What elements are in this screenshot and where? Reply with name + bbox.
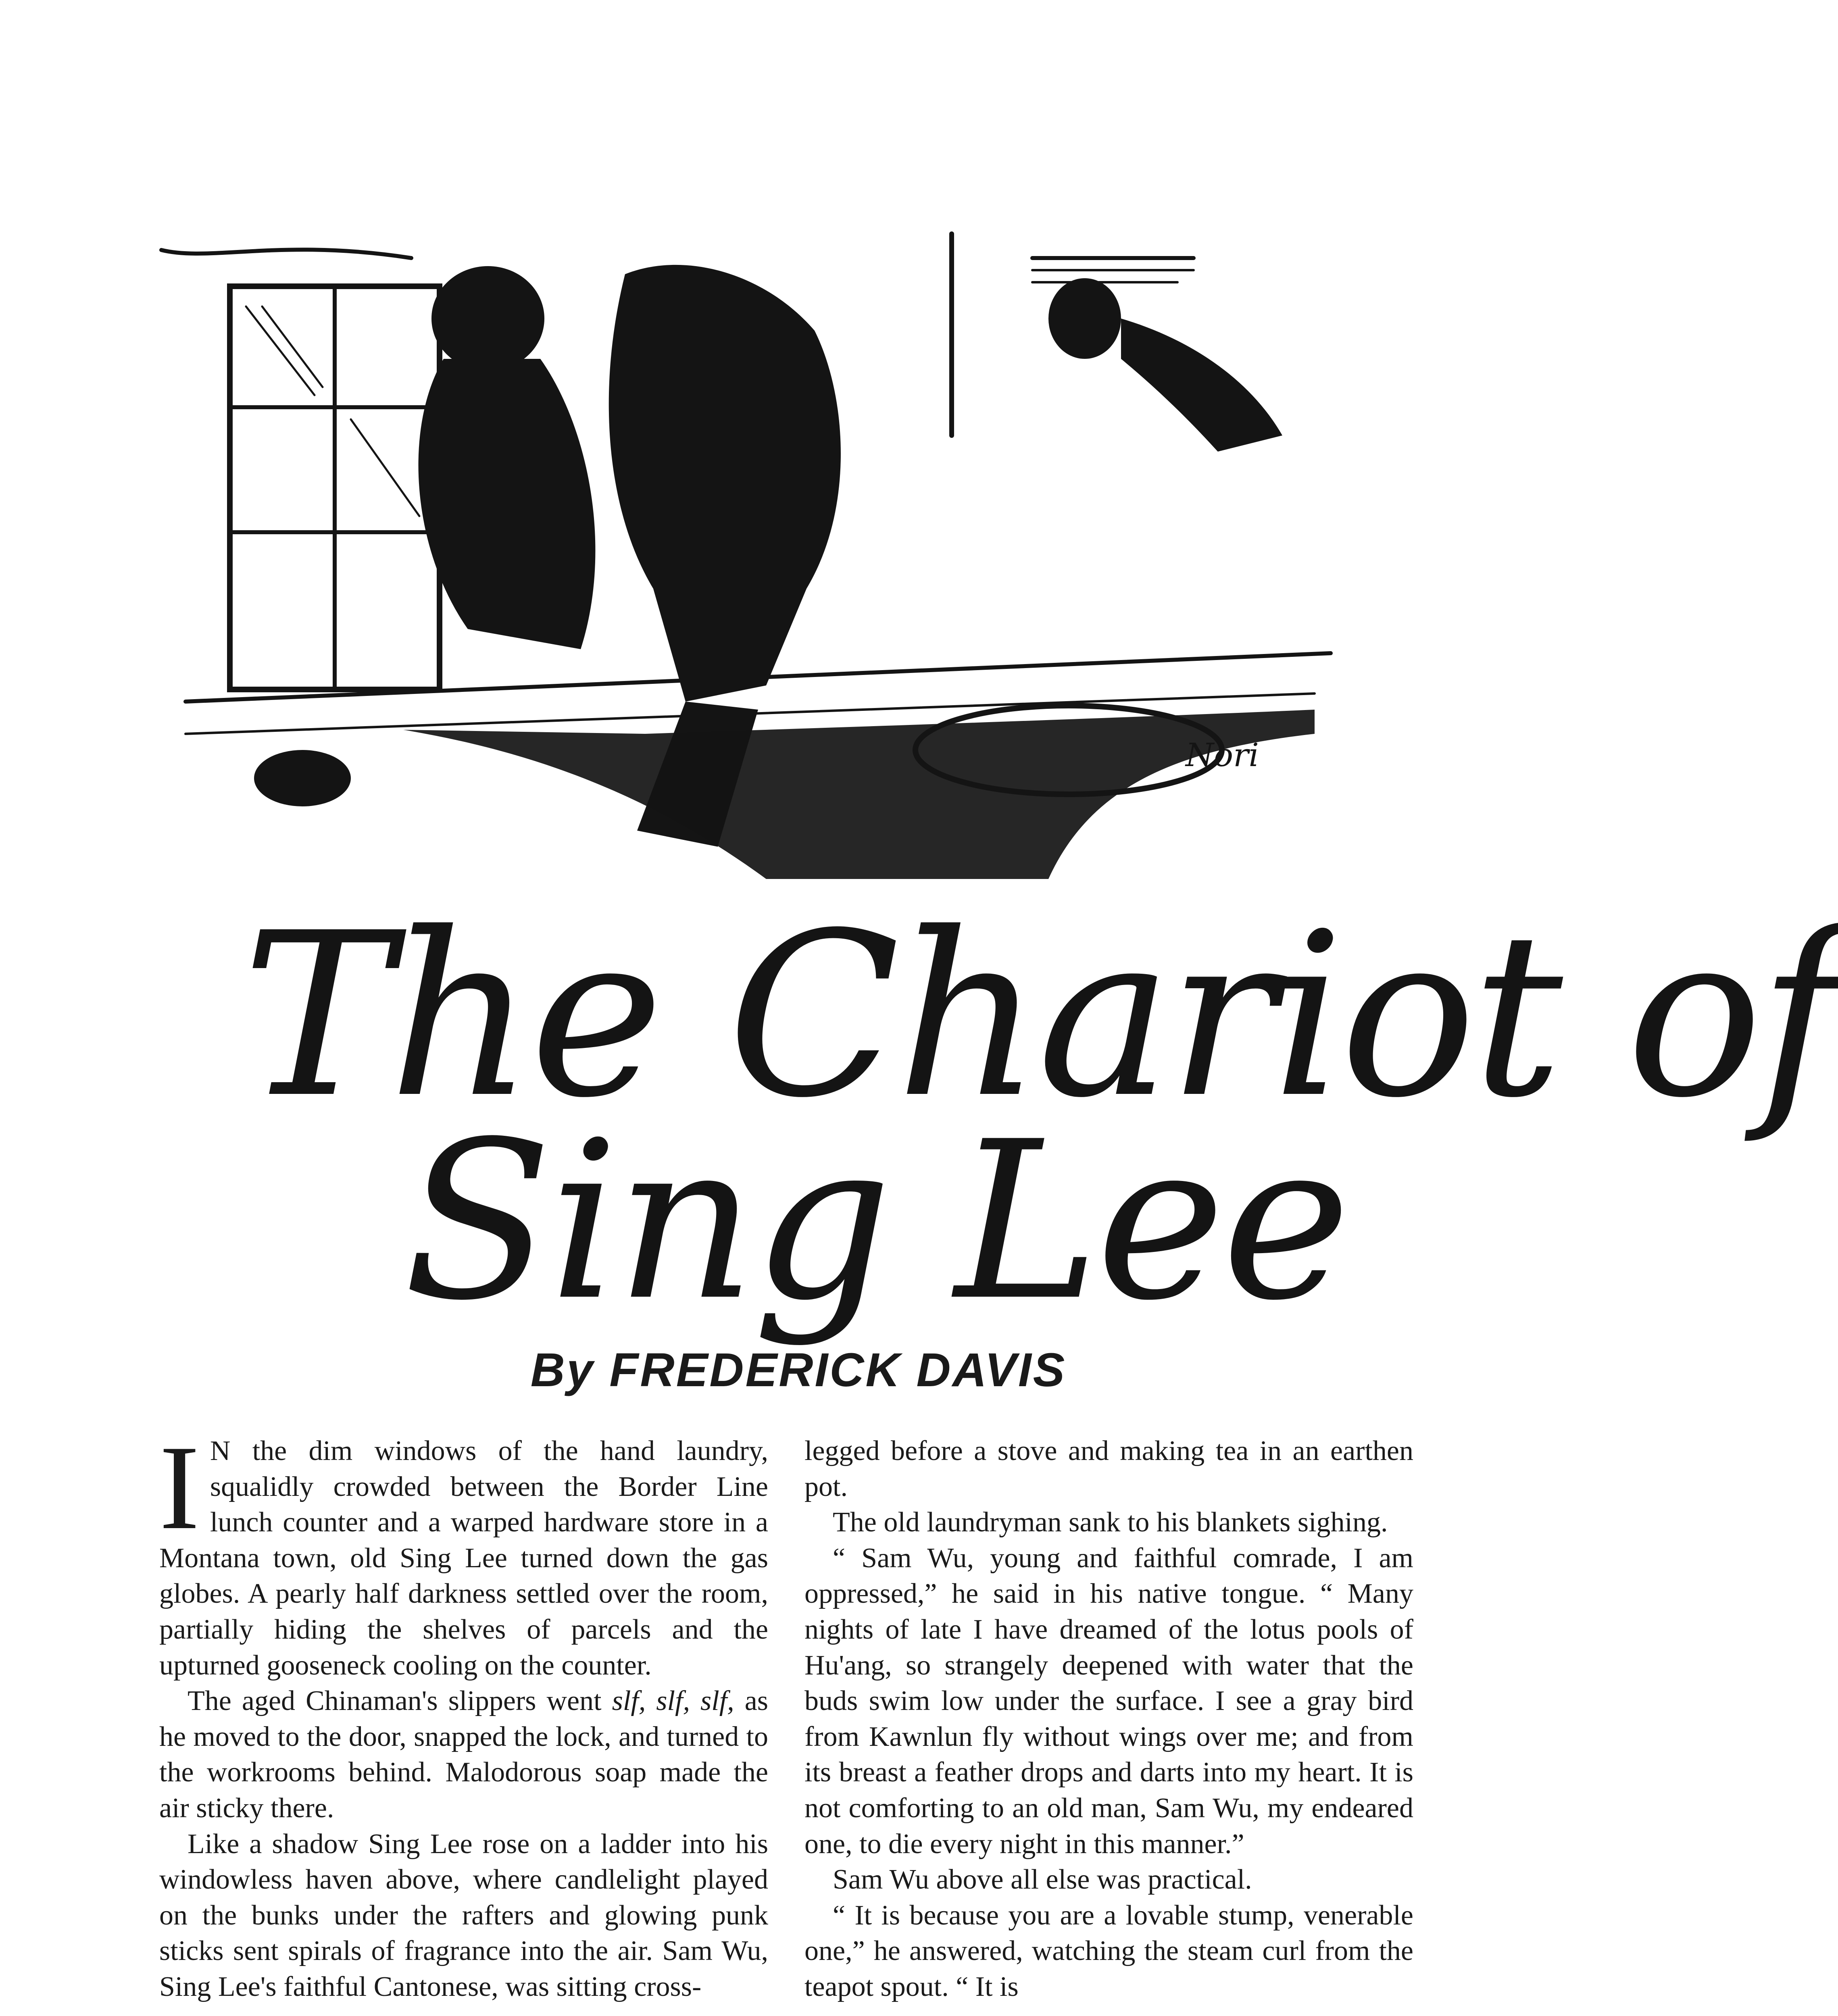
right-figure-head <box>1048 278 1121 359</box>
paragraph: Like a shadow Sing Lee rose on a ladder into his windowless haven above, where candlelight played on the bunks under the rafters and glowing punk sticks sent spirals of fragrance into the air. Sam Wu, Sing Lee's faithful Cantonese, was sitting cross- <box>159 1828 768 2002</box>
header-illustration <box>161 226 1351 879</box>
artist-signature: Nori <box>1186 736 1259 774</box>
story-title <box>226 885 1838 1348</box>
paragraph: “ Sam Wu, young and faithful comrade, I am oppressed,” he said in his native tongue. “ Many nights of late I have dreamed of the lotus pools of Hu'ang, so strangely deepened with water that the buds swim low under the surface. I see a gray bird from Kawnlun fly without wings over me; and from its breast a feather drops and darts into my heart. It is not comforting to an old man, Sam Wu, my endeared one, to die every night in this manner.” <box>804 1542 1413 1860</box>
article-body <box>159 1420 1413 2016</box>
paragraph: I N the dim windows of the hand laundry, squalidly crowded between the Border Line lunch counter and a warped hardware store in a Montana town, old Sing Lee turned down the gas globes. A pearly half darkness settled over the room, partially hiding the shelves of parcels and the upturned gooseneck cooling on the counter. <box>159 1420 768 1681</box>
paragraph: “ It is because you are a lovable stump, venerable one,” he answered, watching the steam curl from the teapot spout. “ It is <box>804 1899 1413 2002</box>
pen-ink-illustration <box>161 226 1351 879</box>
paragraph: Sam Wu above all else was practical. <box>833 1864 1252 1895</box>
column-right <box>804 1433 1413 2016</box>
paragraph: legged before a stove and making tea in an earthen pot. <box>804 1435 1413 1502</box>
paragraph: The old laundryman sank to his blankets sighing. <box>833 1507 1388 1538</box>
title-line-1: The Chariot of <box>242 885 1838 1148</box>
column-left <box>159 1420 768 2016</box>
paragraph: The aged Chinaman's slippers went slf, slf, slf, as he moved to the door, snapped the lock, and turned to the workrooms behind. Malodorous soap made the air sticky there. <box>159 1685 768 1824</box>
author-byline: By FREDERICK DAVIS <box>530 1343 1067 1397</box>
title-line-2: Sing Lee <box>403 1095 1348 1348</box>
left-figure-head <box>431 266 544 371</box>
sound-word: slf, slf, slf, <box>612 1685 734 1717</box>
central-figure <box>609 265 841 702</box>
drop-cap: I <box>159 1420 200 1554</box>
